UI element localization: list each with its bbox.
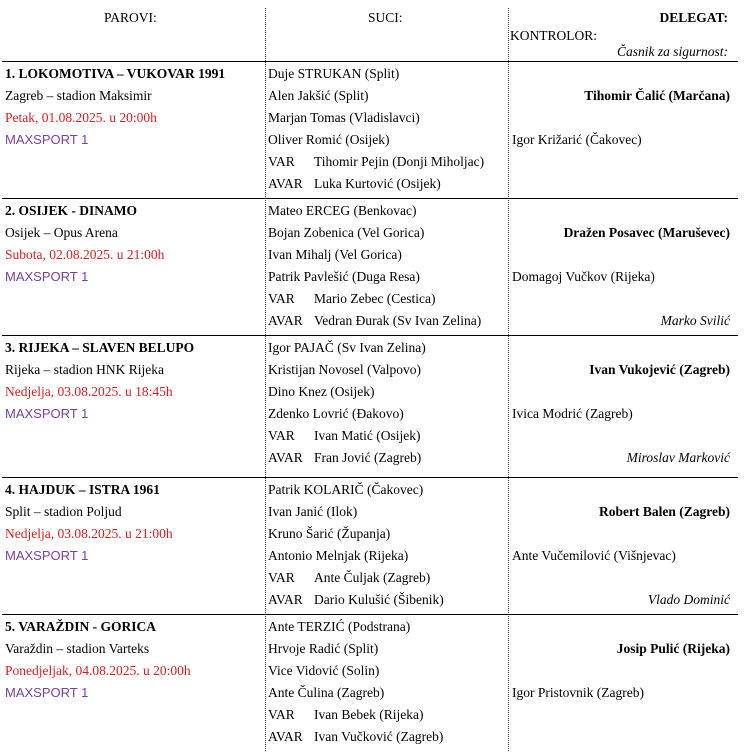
match-date: Nedjelja, 03.08.2025. u 18:45h — [5, 384, 173, 399]
var-name: Tihomir Pejin (Donji Miholjac) — [314, 154, 485, 169]
kontrolor-name: Igor Pristovnik (Zagreb) — [512, 685, 644, 700]
delegat-name: Josip Pulić (Rijeka) — [616, 641, 730, 656]
match-title: 4. HAJDUK – ISTRA 1961 — [5, 482, 160, 497]
assistant-referee: Marjan Tomas (Vladislavci) — [268, 110, 420, 125]
match-tv: MAXSPORT 1 — [5, 269, 89, 284]
match-title: 3. RIJEKA – SLAVEN BELUPO — [5, 340, 195, 355]
fourth-official: Patrik Pavlešić (Duga Resa) — [268, 269, 420, 284]
match-block-4 — [2, 477, 738, 615]
avar-official — [268, 174, 441, 196]
assistant-referee: Ivan Mihalj (Vel Gorica) — [268, 247, 402, 262]
header-suci: SUCI: — [368, 10, 403, 25]
assistant-referee: Kruno Šarić (Županja) — [268, 526, 391, 541]
var-name: Ivan Bebek (Rijeka) — [314, 707, 424, 722]
var-name: Ante Čuljak (Zagreb) — [314, 570, 431, 585]
match-date: Subota, 02.08.2025. u 21:00h — [5, 247, 165, 262]
kontrolor-name: Domagoj Vučkov (Rijeka) — [512, 269, 655, 284]
var-official — [268, 289, 435, 311]
header-parovi: PAROVI: — [104, 10, 157, 25]
var-label: VAR — [268, 570, 295, 585]
match-tv: MAXSPORT 1 — [5, 132, 89, 147]
assistant-referee: Bojan Zobenica (Vel Gorica) — [268, 225, 425, 240]
kontrolor-name: Ivica Modrić (Zagreb) — [512, 406, 633, 421]
avar-name: Fran Jović (Zagreb) — [314, 450, 422, 465]
main-referee: Duje STRUKAN (Split) — [268, 66, 400, 81]
match-date: Ponedjeljak, 04.08.2025. u 20:00h — [5, 663, 191, 678]
match-block-1 — [2, 61, 738, 199]
match-title: 1. LOKOMOTIVA – VUKOVAR 1991 — [5, 66, 226, 81]
var-label: VAR — [268, 154, 295, 169]
match-venue: Rijeka – stadion HNK Rijeka — [5, 362, 164, 377]
avar-label: AVAR — [268, 729, 303, 744]
var-name: Ivan Matić (Osijek) — [314, 428, 421, 443]
match-tv: MAXSPORT 1 — [5, 548, 89, 563]
casnik-name: Marko Svilić — [660, 313, 730, 328]
main-referee: Mateo ERCEG (Benkovac) — [268, 203, 417, 218]
assistant-referee: Ivan Janić (Ilok) — [268, 504, 358, 519]
assistant-referee: Dino Knez (Osijek) — [268, 384, 375, 399]
match-tv: MAXSPORT 1 — [5, 685, 89, 700]
fourth-official: Oliver Romić (Osijek) — [268, 132, 390, 147]
fourth-official: Zdenko Lovrić (Đakovo) — [268, 406, 404, 421]
main-referee: Ante TERZIĆ (Podstrana) — [268, 619, 411, 634]
match-date: Nedjelja, 03.08.2025. u 21:00h — [5, 526, 173, 541]
var-label: VAR — [268, 291, 295, 306]
casnik-name: Vlado Dominić — [647, 592, 730, 607]
avar-label: AVAR — [268, 592, 303, 607]
delegat-name: Tihomir Čalić (Marčana) — [584, 88, 730, 103]
match-venue: Varaždin – stadion Varteks — [5, 641, 150, 656]
avar-official — [268, 311, 481, 333]
match-block-3 — [2, 335, 738, 473]
assistant-referee: Kristijan Novosel (Valpovo) — [268, 362, 421, 377]
kontrolor-name: Igor Križarić (Čakovec) — [512, 132, 642, 147]
avar-label: AVAR — [268, 313, 303, 328]
main-referee: Igor PAJAČ (Sv Ivan Zelina) — [268, 340, 426, 355]
avar-official — [268, 727, 443, 749]
avar-name: Ivan Vučković (Zagreb) — [314, 729, 444, 744]
match-block-5 — [2, 614, 738, 752]
var-label: VAR — [268, 428, 295, 443]
header-delegat: DELEGAT: — [659, 10, 728, 25]
assistant-referee: Alen Jakšić (Split) — [268, 88, 369, 103]
avar-label: AVAR — [268, 176, 303, 191]
var-label: VAR — [268, 707, 295, 722]
match-block-2 — [2, 198, 738, 336]
var-official — [268, 426, 420, 448]
kontrolor-name: Ante Vučemilović (Višnjevac) — [512, 548, 676, 563]
header-kontrolor: KONTROLOR: — [510, 28, 597, 43]
var-official — [268, 152, 484, 174]
match-title: 5. VARAŽDIN - GORICA — [5, 619, 157, 634]
delegat-name: Ivan Vukojević (Zagreb) — [589, 362, 730, 377]
match-venue: Split – stadion Poljud — [5, 504, 122, 519]
var-official — [268, 705, 423, 727]
assistant-referee: Vice Vidović (Solin) — [268, 663, 380, 678]
var-name: Mario Zebec (Cestica) — [314, 291, 436, 306]
main-referee: Patrik KOLARIČ (Čakovec) — [268, 482, 424, 497]
avar-name: Luka Kurtović (Osijek) — [314, 176, 441, 191]
match-tv: MAXSPORT 1 — [5, 406, 89, 421]
assistant-referee: Hrvoje Radić (Split) — [268, 641, 379, 656]
match-title: 2. OSIJEK - DINAMO — [5, 203, 138, 218]
delegat-name: Robert Balen (Zagreb) — [599, 504, 730, 519]
match-venue: Osijek – Opus Arena — [5, 225, 118, 240]
fourth-official: Ante Čulina (Zagreb) — [268, 685, 385, 700]
avar-official — [268, 590, 444, 612]
header-casnik: Časnik za sigurnost: — [616, 44, 728, 59]
match-date: Petak, 01.08.2025. u 20:00h — [5, 110, 157, 125]
delegat-name: Dražen Posavec (Maruševec) — [563, 225, 730, 240]
var-official — [268, 568, 430, 590]
avar-name: Dario Kulušić (Šibenik) — [314, 592, 444, 607]
match-venue: Zagreb – stadion Maksimir — [5, 88, 152, 103]
avar-official — [268, 448, 421, 470]
avar-label: AVAR — [268, 450, 303, 465]
avar-name: Vedran Đurak (Sv Ivan Zelina) — [314, 313, 482, 328]
fourth-official: Antonio Melnjak (Rijeka) — [268, 548, 409, 563]
casnik-name: Miroslav Marković — [626, 450, 730, 465]
